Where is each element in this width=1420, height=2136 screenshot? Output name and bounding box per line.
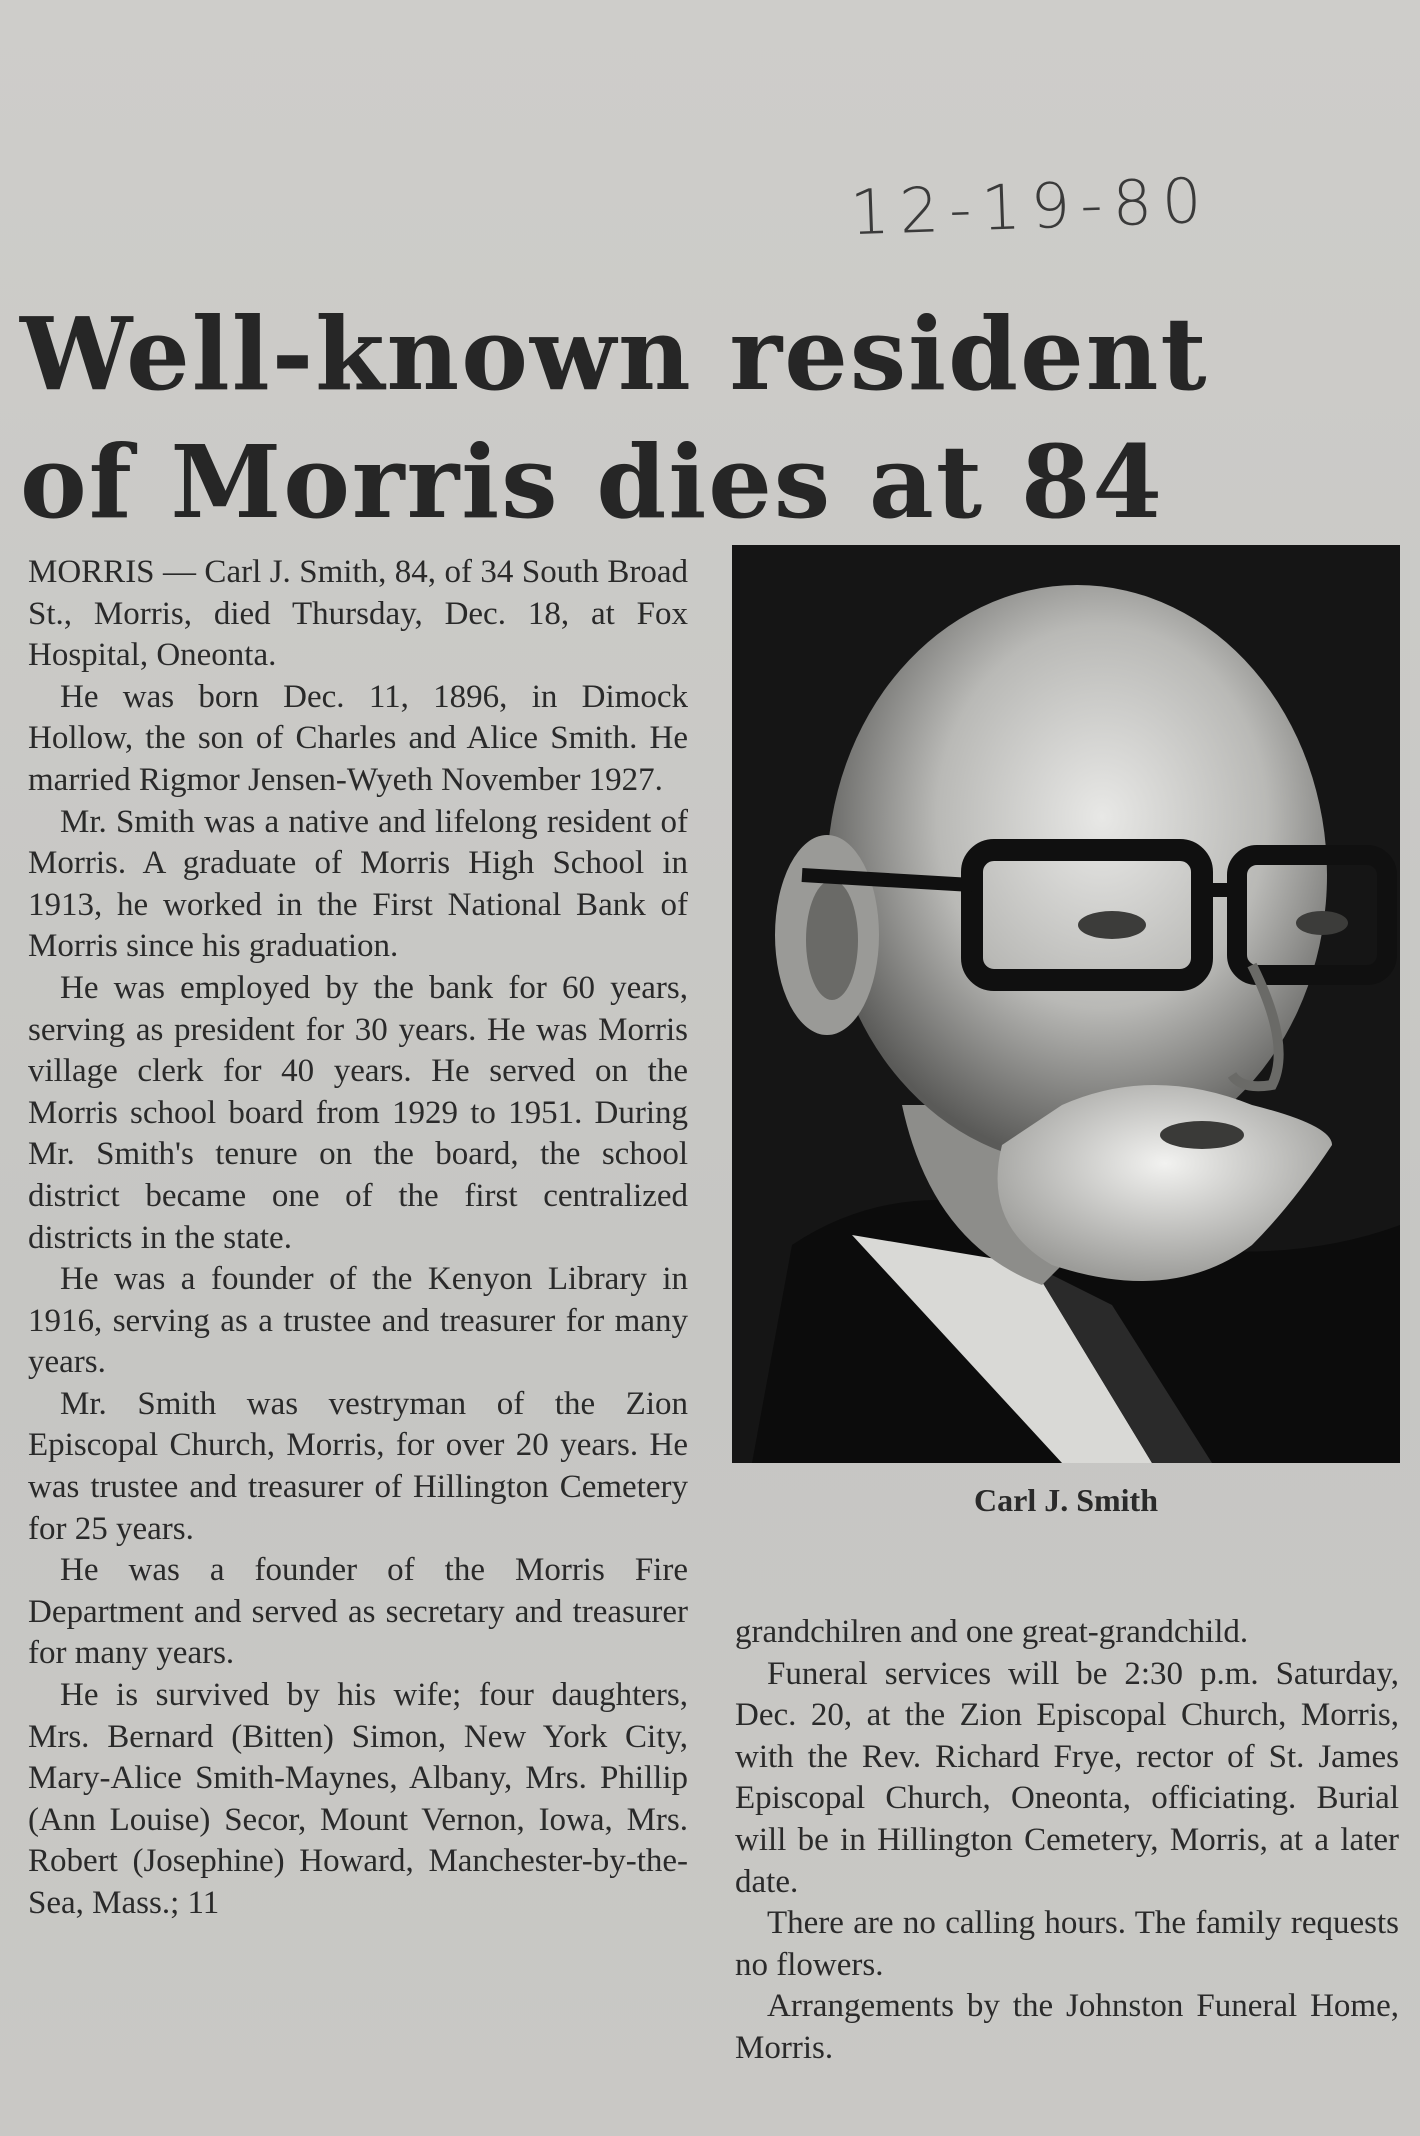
article-paragraph: Arrangements by the Johnston Funeral Home, Morris.: [735, 1988, 1399, 2066]
article-paragraph: Mr. Smith was vestryman of the Zion Episcopal Church, Morris, for over 20 years. He was trustee and treasurer of Hillington Cemetery for 25 years.: [28, 1385, 688, 1547]
article-paragraph: He is survived by his wife; four daughters, Mrs. Bernard (Bitten) Simon, New York City, Mary-Alice Smith-Maynes, Albany, Mrs. Phillip (Ann Louise) Secor, Mount Vernon, Iowa, Mrs. Robert (Josephine) Howard, Manchester-by-the-Sea, Mass.; 11: [28, 1677, 688, 1921]
portrait-image: [732, 545, 1400, 1463]
article-paragraph: grandchilren and one great-grandchild.: [735, 1614, 1249, 1650]
article-paragraph: He was born Dec. 11, 1896, in Dimock Hollow, the son of Charles and Alice Smith. He married Rigmor Jensen-Wyeth November 1927.: [28, 678, 688, 798]
article-paragraph: Mr. Smith was a native and lifelong resident of Morris. A graduate of Morris High School in 1913, he worked in the First National Bank of Morris since his graduation.: [28, 803, 688, 965]
headline-line-1: Well-known resident: [20, 295, 1209, 413]
headline-line-2: of Morris dies at 84: [20, 423, 1165, 541]
article-left-column: [28, 552, 688, 1925]
headline: [20, 290, 1400, 546]
article-paragraph: Funeral services will be 2:30 p.m. Saturday, Dec. 20, at the Zion Episcopal Church, Morris, with the Rev. Richard Frye, rector of St. James Episcopal Church, Oneonta, officiating. Burial will be in Hillington Cemetery, Morris, at a later date.: [735, 1655, 1399, 1900]
article-paragraph: MORRIS — Carl J. Smith, 84, of 34 South Broad St., Morris, died Thursday, Dec. 18, at Fox Hospital, Oneonta.: [28, 554, 688, 674]
article-paragraph: He was employed by the bank for 60 years, serving as president for 30 years. He was Morris village clerk for 40 years. He served on the Morris school board from 1929 to 1951. During Mr. Smith's tenure on the board, the school district became one of the first centralized districts in the state.: [28, 969, 688, 1256]
photo-caption: Carl J. Smith: [974, 1482, 1158, 1518]
article-paragraph: He was a founder of the Kenyon Library in 1916, serving as a trustee and treasurer for many years.: [28, 1261, 688, 1381]
article-paragraph: There are no calling hours. The family requests no flowers.: [735, 1905, 1399, 1983]
handwritten-date: 12-19-80: [848, 163, 1213, 250]
article-right-column: [735, 1612, 1399, 2070]
article-paragraph: He was a founder of the Morris Fire Department and served as secretary and treasurer for many years.: [28, 1552, 688, 1672]
portrait-photo: [732, 545, 1400, 1463]
